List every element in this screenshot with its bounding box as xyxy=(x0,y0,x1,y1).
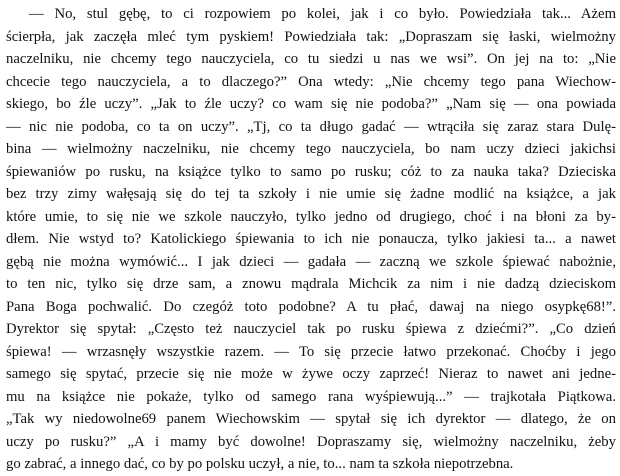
text-line: naczelniku, nie chcemy tego nauczyciela, co tu siedzi u nas we wsi”. On jej na to: „Nie xyxy=(6,51,616,67)
text-line: skiego, bo źle uczy”. „Jak to źle uczy? co wam się nie podoba?” „Nam się — ona powiada xyxy=(6,96,616,112)
text-line: śpiewa! — wrzasnęły wszystkie razem. — To się przecie łatwo przekonać. Choćby i jego xyxy=(6,343,616,360)
text-block xyxy=(6,3,616,476)
text-line: samego się spytać, przecie się nie może w żywe oczy zaprzeć! Nieraz to nawet ani jedne- xyxy=(6,366,616,382)
text-line: chcecie tego nauczyciela, a to dlaczego?” Ona wtedy: „Nie chcemy tego pana Wiechow- xyxy=(6,73,616,90)
text-line: to ten nic, tylko się drze sam, a znowu mądrala Michcik za nim i nie dadzą dzieciskom xyxy=(6,276,616,292)
text-line: Pana Boga pochwalić. Do czegóż toto podobne? A tu płać, dawaj na niego osypkę68!”. xyxy=(6,298,616,315)
text-line: uczy po rusku?” „A i mamy być dowolne! Dopraszamy się, wielmożny naczelniku, żeby xyxy=(6,433,616,450)
text-line: „Tak wy niedowolne69 panem Wiechowskim — spytał się ich dyrektor — dlatego, że on xyxy=(6,411,616,427)
text-line: które umie, to się nie we szkole nauczyło, tylko jedno od drugiego, choć i na błoni za by- xyxy=(6,208,616,225)
text-line: dłem. Nie wstyd to? Katolickiego śpiewania to ich nie ponaucza, tylko jakiesi ta... a nawet xyxy=(6,231,616,247)
text-line: gębą nie można wymówić... I jak dzieci — gadała — zaczną we szkole śpiewać nabożnie, xyxy=(6,253,616,270)
text-line: — No, stul gębę, to ci rozpowiem po kolei, jak i co było. Powiedziała tak... Ażem xyxy=(29,6,616,22)
text-line: bez trzy zimy wałęsają się do tej ta szkoły i nie umie się żadne modlić na książce, a jak xyxy=(6,186,616,202)
text-line: go zabrać, a innego dać, co by po polsku uczył, a nie, to... nam ta szkoła niepotrzebna. xyxy=(6,456,514,472)
text-line: śpiewaniów po rusku, na książce tylko to samo po rusku; cóż to za nauka taka? Dzieciska xyxy=(6,163,616,180)
text-line: bina — wielmożny naczelniku, nie chcemy tego nauczyciela, bo nam uczy dzieci jakichsi xyxy=(6,141,616,157)
text-line: ścierpła, jak zaczęła mleć tym pyskiem! Powiedziała tak: „Dopraszam się łaski, wielmożny xyxy=(6,28,616,45)
text-line: mu na książce nie pokaże, tylko od samego rana wyśpiewują...” — trajkotała Piątkowa. xyxy=(6,388,616,405)
text-line: Dyrektor się spytał: „Często też nauczyciel tak po rusku śpiewa z dziećmi?”. „Co dzień xyxy=(6,321,616,337)
text-line: — nic nie podoba, co ta on uczy”. „Tj, co ta długo gadać — wtrąciła się zaraz stara Dulę- xyxy=(6,118,616,135)
